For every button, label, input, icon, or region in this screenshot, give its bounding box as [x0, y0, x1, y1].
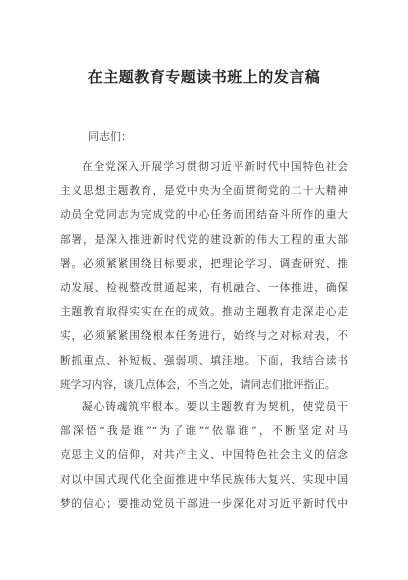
paragraph-line: 主义思想主题教育，是党中央为全面贯彻党的二十大精神 — [60, 185, 348, 198]
paragraph-line: 署。必须紧紧围绕目标要求，把理论学习、调查研究、推 — [60, 257, 348, 270]
paragraph-1 — [60, 155, 348, 397]
paragraph-line: 对以中国式现代化全面推进中华民族伟大复兴、实现中国 — [60, 473, 348, 486]
paragraph-line: 部署，是深入推进新时代党的建设新的伟大工程的重大部 — [60, 233, 348, 246]
paragraph-line: 凝心铸魂筑牢根本。要以主题教育为契机，使党员干 — [82, 401, 348, 413]
salutation: 同志们： — [88, 130, 132, 143]
paragraph-line: 实，必须紧紧围绕根本任务进行，始终与之对标对表，不 — [60, 330, 348, 343]
document-title: 在主题教育专题读书班上的发言稿 — [87, 68, 321, 86]
paragraph-line: 主题教育取得实实在在的成效。推动主题教育走深走心走 — [60, 306, 348, 319]
paragraph-2 — [60, 395, 348, 516]
paragraph-line: 动发展、检视整改贯通起来，有机融合、一体推进，确保 — [60, 281, 348, 294]
paragraph-line: 断抓重点、补短板、强弱项、填洼地。下面，我结合读书 — [60, 354, 348, 367]
paragraph-line: 班学习内容，谈几点体会，不当之处，请同志们批评指正。 — [60, 378, 336, 391]
paragraph-line: 梦的信心；要推动党员干部进一步深化对习近平新时代中 — [60, 497, 348, 510]
paragraph-line: 部深悟“我是谁”“为了谁”“依靠谁”，不断坚定对马 — [60, 425, 348, 438]
paragraph-line: 动员全党同志为完成党的中心任务而团结奋斗所作的重大 — [60, 209, 348, 222]
paragraph-line: 克思主义的信仰，对共产主义、中国特色社会主义的信念 — [60, 449, 348, 462]
paragraph-line: 在全党深入开展学习贯彻习近平新时代中国特色社会 — [82, 161, 348, 173]
